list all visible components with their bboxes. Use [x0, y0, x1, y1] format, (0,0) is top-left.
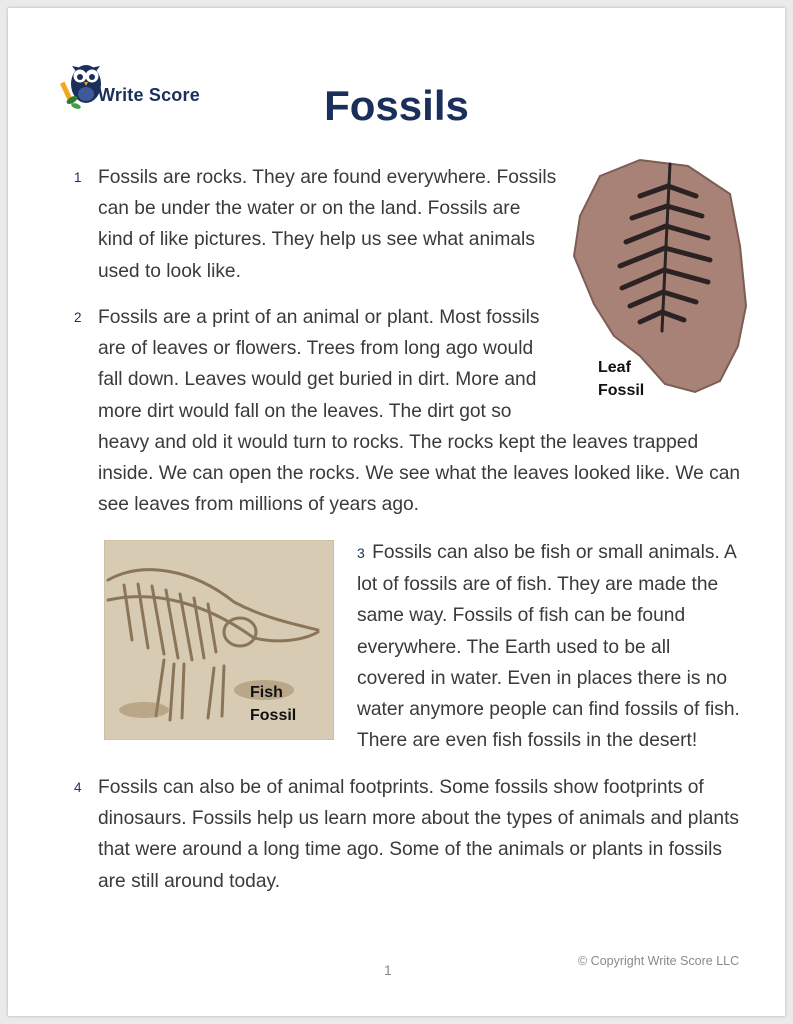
text-line: can be under the water or on the land. Fossils are [98, 198, 521, 220]
paragraph-number: 1 [74, 170, 82, 185]
text-line: used to look like. [98, 260, 241, 282]
text-line: covered in water. Even in places there is no [357, 667, 728, 689]
text-line: Fossils can also be of animal footprints. Some fossils show footprints of [98, 777, 704, 798]
text-line: inside. We can open the rocks. We see what the leaves looked like. We can [98, 463, 741, 485]
document-page [8, 8, 785, 1016]
fig-label-line: Fossil [250, 707, 297, 724]
text-line: Fossils are a print of an animal or plant. Most fossils [98, 307, 540, 328]
text-line: see leaves from millions of years ago. [98, 494, 419, 516]
text-line: more dirt would fall on the leaves. The dirt got so [98, 400, 512, 422]
text-line: There are even fish fossils in the desert! [357, 730, 698, 752]
text-line [357, 537, 740, 569]
text-line: water anymore people can find fossils of fish. [357, 699, 740, 721]
text-line-content: Fossils can also be fish or small animals. A [372, 542, 737, 563]
paragraph-2 [98, 302, 740, 520]
paragraph-1 [98, 162, 556, 287]
fish-fossil-image [104, 540, 334, 740]
brand-name: Write Score [98, 85, 200, 105]
paragraph-3 [357, 537, 740, 756]
fig-label-line: Fossil [598, 382, 645, 399]
fig-label-line: Fish [250, 684, 283, 701]
text-line: everywhere. The Earth used to be all [357, 636, 671, 658]
fig-label-line: Leaf [598, 359, 631, 376]
paragraph-number: 2 [74, 310, 82, 325]
text-line: dinosaurs. Fossils help us learn more about the types of animals and plants [98, 808, 740, 830]
text-line: kind of like pictures. They help us see what animals [98, 229, 535, 251]
fig-label-fish [250, 681, 296, 727]
paragraph-number: 3 [357, 545, 365, 561]
copyright-text: © Copyright Write Score LLC [578, 954, 740, 968]
text-line: lot of fossils are of fish. They are made the [357, 574, 719, 596]
text-line: that were around a long time ago. Some of the animals or plants in fossils [98, 839, 722, 861]
page-title: Fossils [324, 82, 469, 129]
paragraph-number: 4 [74, 780, 82, 795]
text-line: same way. Fossils of fish can be found [357, 605, 686, 627]
page-number: 1 [384, 962, 392, 978]
text-line: are of leaves or flowers. Trees from long ago would [98, 338, 534, 360]
text-line: are still around today. [98, 870, 281, 892]
text-line: fall down. Leaves would get buried in dirt. More and [98, 369, 537, 391]
paragraph-4 [98, 772, 739, 897]
text-line: heavy and old it would turn to rocks. The rocks kept the leaves trapped [98, 431, 699, 453]
text-line: Fossils are rocks. They are found everywhere. Fossils [98, 167, 557, 188]
